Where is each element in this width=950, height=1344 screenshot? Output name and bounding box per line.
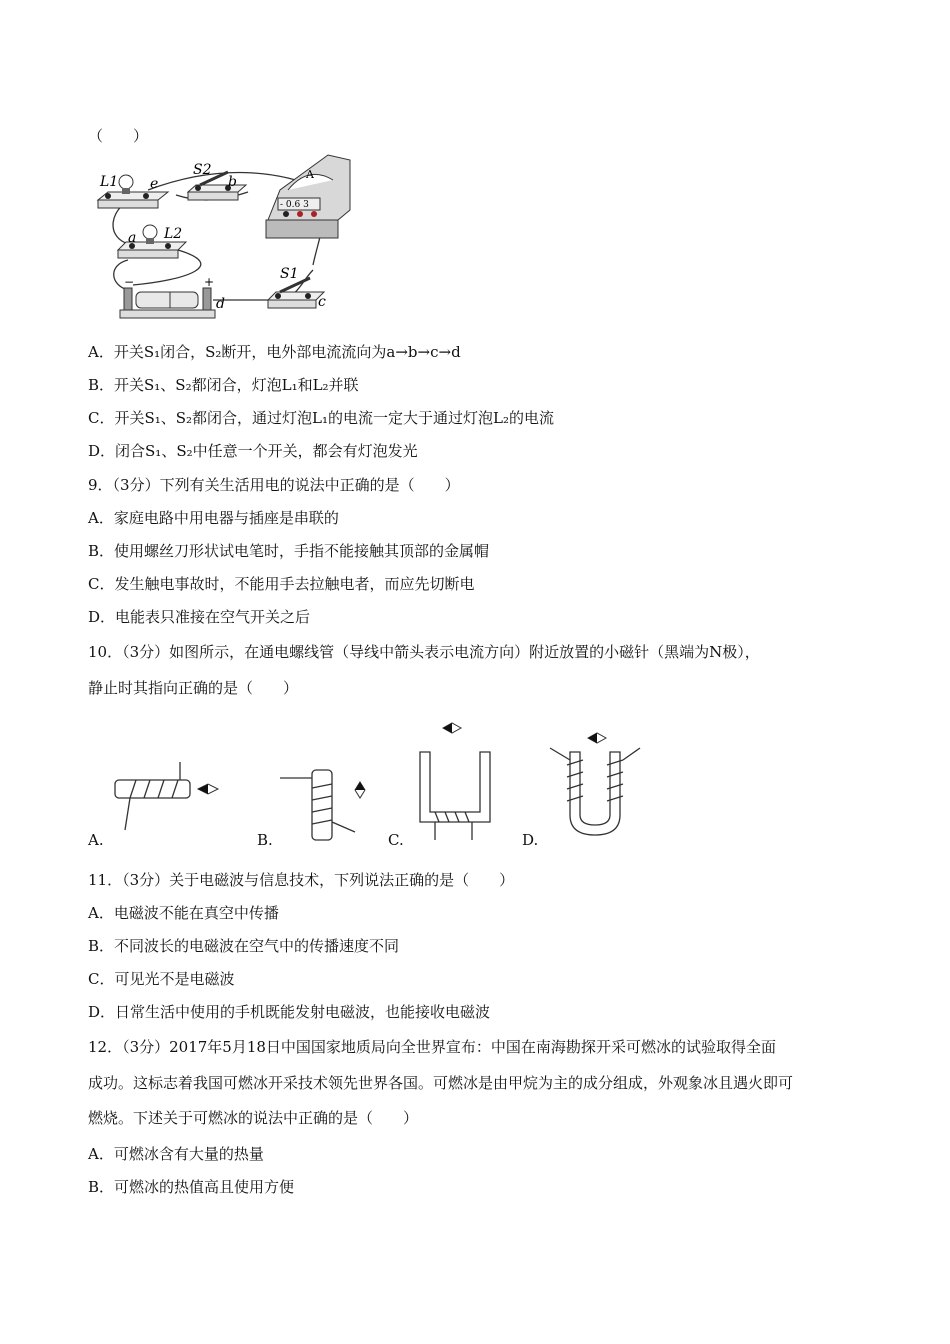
- q8-circuit-figure: [88, 150, 388, 325]
- ammeter-terminals: - 0.6 3: [280, 200, 309, 210]
- q11-option-c: C．可见光不是电磁波: [88, 970, 235, 988]
- q10-figure-b: [280, 760, 390, 845]
- q12-option-b: B．可燃冰的热值高且使用方便: [88, 1178, 295, 1196]
- q9-option-a: A．家庭电路中用电器与插座是串联的: [88, 509, 339, 527]
- q12-stem-2: 成功。这标志着我国可燃冰开采技术领先世界各国。可燃冰是由甲烷为主的成分组成，外观象冰且遇火即可: [88, 1074, 794, 1092]
- q9-option-b: B．使用螺丝刀形状试电笔时，手指不能接触其顶部的金属帽: [88, 542, 490, 560]
- q10-figure-a: [110, 760, 230, 845]
- q10-stem-1: 10．（3分）如图所示，在通电螺线管（导线中箭头表示电流方向）附近放置的小磁针（黑端为N极），: [88, 643, 760, 661]
- q10-label-d: D.: [522, 831, 539, 849]
- switch-s1: [268, 278, 324, 308]
- q11-option-d: D．日常生活中使用的手机既能发射电磁波，也能接收电磁波: [88, 1003, 491, 1021]
- q10-figure-d: [545, 730, 645, 840]
- label-l2: L2: [164, 226, 183, 242]
- label-s1: S1: [280, 266, 299, 282]
- q11-option-b: B．不同波长的电磁波在空气中的传播速度不同: [88, 937, 400, 955]
- label-s2: S2: [193, 162, 212, 178]
- battery-plus: +: [204, 275, 215, 289]
- q10-label-a: A.: [88, 831, 104, 849]
- q8-option-a: A．开关S₁闭合，S₂断开，电外部电流流向为a→b→c→d: [88, 343, 461, 361]
- q12-option-a: A．可燃冰含有大量的热量: [88, 1145, 264, 1163]
- q8-option-c: C．开关S₁、S₂都闭合，通过灯泡L₁的电流一定大于通过灯泡L₂的电流: [88, 409, 555, 427]
- battery: [120, 288, 215, 318]
- battery-minus: −: [124, 275, 135, 289]
- q10-figure-c: [410, 722, 500, 847]
- label-l1: L1: [100, 174, 119, 190]
- q10-label-b: B.: [257, 831, 273, 849]
- q8-option-b: B．开关S₁、S₂都闭合，灯泡L₁和L₂并联: [88, 376, 359, 394]
- q10-label-c: C.: [388, 831, 404, 849]
- q12-stem-3: 燃烧。下述关于可燃冰的说法中正确的是（ ）: [88, 1109, 419, 1127]
- q10-stem-2: 静止时其指向正确的是（ ）: [88, 679, 299, 697]
- q9-option-d: D．电能表只准接在空气开关之后: [88, 608, 311, 626]
- q8-blank: （ ）: [88, 127, 149, 145]
- q12-stem-1: 12．（3分）2017年5月18日中国国家地质局向全世界宣布：中国在南海勘探开采可燃冰的试验取得全面: [88, 1038, 776, 1056]
- label-a: a: [128, 230, 137, 246]
- q8-option-d: D．闭合S₁、S₂中任意一个开关，都会有灯泡发光: [88, 442, 418, 460]
- q11-stem: 11．（3分）关于电磁波与信息技术，下列说法正确的是（ ）: [88, 871, 515, 889]
- label-e: e: [150, 176, 159, 192]
- q11-option-a: A．电磁波不能在真空中传播: [88, 904, 279, 922]
- label-c: c: [318, 294, 326, 310]
- q9-option-c: C．发生触电事故时，不能用手去拉触电者，而应先切断电: [88, 575, 475, 593]
- ammeter-symbol: A: [306, 168, 314, 181]
- q9-stem: 9．（3分）下列有关生活用电的说法中正确的是（ ）: [88, 476, 460, 494]
- label-b: b: [228, 174, 237, 190]
- label-d: d: [216, 296, 225, 312]
